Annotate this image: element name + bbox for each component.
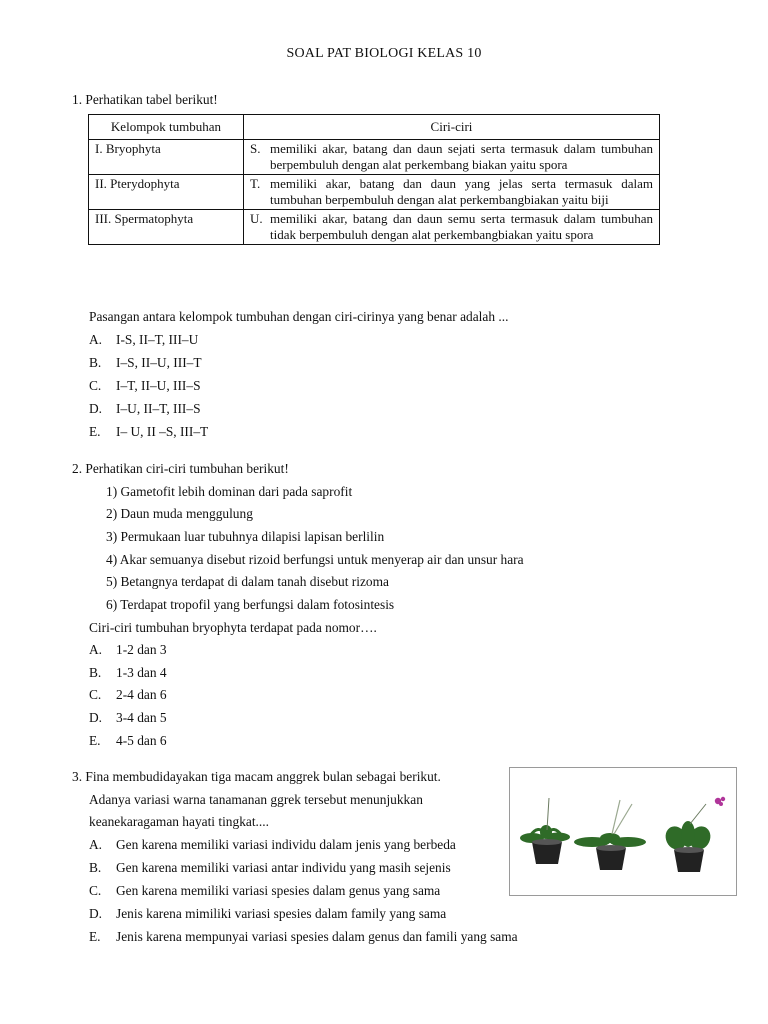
q1-table [88,114,660,245]
table-cell-group: III. Spermatophyta [89,210,244,245]
option-text: Jenis karena mempunyai variasi spesies dalam genus dan famili yang sama [116,929,518,944]
q1-option-c[interactable] [89,378,201,394]
option-letter: D. [89,906,103,921]
option-letter: E. [89,929,101,944]
orchid-pot-1 [520,798,570,864]
option-text: I-S, II–T, III–U [116,332,199,347]
q2-item: 4) Akar semuanya disebut rizoid berfungsi untuk menyerap air dan unsur hara [106,552,524,567]
page-title: SOAL PAT BIOLOGI KELAS 10 [286,46,482,61]
table-header-group: Kelompok tumbuhan [89,115,244,140]
option-letter: A. [89,332,103,347]
q1-question: Pasangan antara kelompok tumbuhan dengan ciri-cirinya yang benar adalah ... [89,309,509,324]
q3-option-b[interactable] [89,860,451,876]
option-letter: A. [89,642,103,657]
option-letter: E. [89,733,101,748]
q3-option-c[interactable] [89,883,440,899]
q1-option-a[interactable] [89,332,198,348]
q2-item: 6) Terdapat tropofil yang berfungsi dalam fotosintesis [106,597,395,612]
table-row [89,140,660,175]
table-cell-group: II. Pterydophyta [89,175,244,210]
option-text: Gen karena memiliki variasi individu dalam jenis yang berbeda [116,837,456,852]
option-text: 3-4 dan 5 [116,710,167,725]
option-letter: B. [89,355,102,370]
option-letter: E. [89,424,101,439]
table-row [89,210,660,245]
q3-stem: 3. Fina membudidayakan tiga macam anggrek bulan sebagai berikut. [72,769,441,784]
q1-option-d[interactable] [89,401,201,417]
q2-option-b[interactable] [89,665,167,681]
q2-item: 5) Betangnya terdapat di dalam tanah disebut rizoma [106,574,389,589]
q2-question: Ciri-ciri tumbuhan bryophyta terdapat pada nomor…. [89,620,377,635]
q2-item: 2) Daun muda menggulung [106,506,253,521]
option-letter: B. [89,665,102,680]
option-text: 1-2 dan 3 [116,642,167,657]
table-header-ciri: Ciri-ciri [244,115,660,140]
option-text: I–U, II–T, III–S [116,401,201,416]
table-cell-ciri [244,210,660,245]
option-letter: C. [89,378,102,393]
q3-option-e[interactable] [89,929,518,945]
orchid-pots-image [509,767,737,896]
option-text: I–T, II–U, III–S [116,378,201,393]
option-text: I–S, II–U, III–T [116,355,202,370]
q2-option-a[interactable] [89,642,167,658]
orchid-pot-3 [662,804,714,872]
option-text: Gen karena memiliki variasi spesies dalam genus yang sama [116,883,441,898]
table-cell-group: I. Bryophyta [89,140,244,175]
q2-stem: 2. Perhatikan ciri-ciri tumbuhan berikut! [72,461,289,476]
table-header-row [89,115,660,140]
option-letter: C. [89,687,102,702]
option-text: I– U, II –S, III–T [116,424,209,439]
q1-option-b[interactable] [89,355,202,371]
ciri-text: memiliki akar, batang dan daun sejati serta termasuk dalam tumbuhan berpembuluh dengan alat perkembang biakan yaitu spora [270,141,653,172]
orchid-flower-icon [715,797,725,806]
option-letter: D. [89,710,103,725]
option-letter: B. [89,860,102,875]
option-letter: A. [89,837,103,852]
ciri-letter: U. [250,211,263,226]
orchid-pot-2 [574,800,646,870]
q3-line: keanekaragaman hayati tingkat.... [89,814,269,829]
ciri-letter: S. [250,141,261,156]
option-text: 4-5 dan 6 [116,733,167,748]
option-text: Jenis karena mimiliki variasi spesies dalam family yang sama [116,906,447,921]
q2-item: 3) Permukaan luar tubuhnya dilapisi lapisan berlilin [106,529,385,544]
q3-option-a[interactable] [89,837,456,853]
q3-option-d[interactable] [89,906,446,922]
ciri-letter: T. [250,176,261,191]
q1-option-e[interactable] [89,424,208,440]
q2-item: 1) Gametofit lebih dominan dari pada saprofit [106,484,353,499]
q2-option-c[interactable] [89,687,167,703]
ciri-text: memiliki akar, batang dan daun semu serta termasuk dalam tumbuhan tidak berpembuluh dengan alat perkembangbiakan yaitu spora [270,211,653,242]
option-letter: C. [89,883,102,898]
option-text: 2-4 dan 6 [116,687,167,702]
option-letter: D. [89,401,103,416]
table-cell-ciri [244,175,660,210]
q1-stem: 1. Perhatikan tabel berikut! [72,92,218,107]
table-cell-ciri [244,140,660,175]
orchid-pots-icon [510,768,736,895]
option-text: Gen karena memiliki variasi antar individu yang masih sejenis [116,860,451,875]
q2-option-d[interactable] [89,710,167,726]
ciri-text: memiliki akar, batang dan daun yang jelas serta termasuk dalam tumbuhan berpembuluh dengan alat perkembangbiakan yaitu biji [270,176,653,207]
option-text: 1-3 dan 4 [116,665,167,680]
table-row [89,175,660,210]
q2-option-e[interactable] [89,733,167,749]
q3-line: Adanya variasi warna tanamanan ggrek tersebut menunjukkan [89,792,423,807]
